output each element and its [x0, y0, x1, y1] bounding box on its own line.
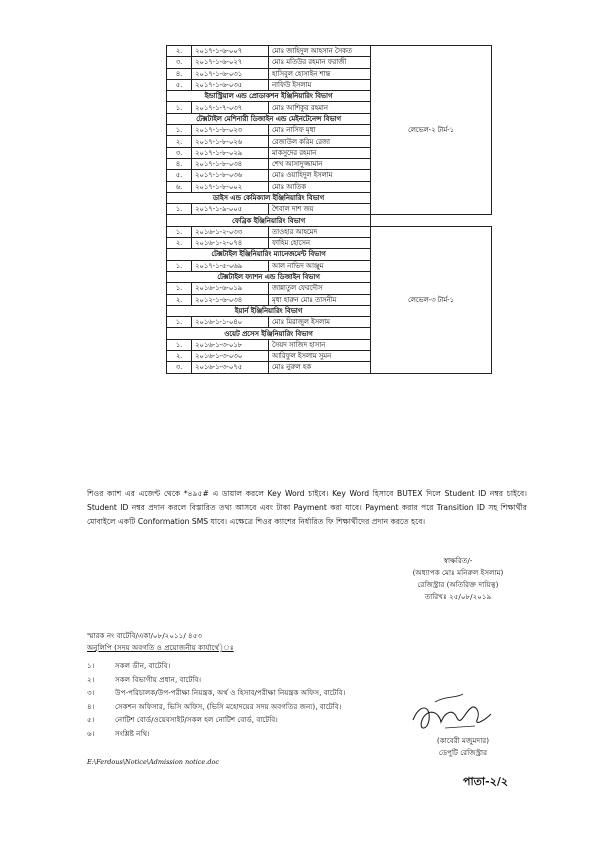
student-id-cell: ২০১৭-১-৬-০০৭	[192, 46, 269, 57]
payment-instructions: শিওর ক্যাশ এর এজেন্ট থেকে *৪৯৫# এ ডায়াল করলে Key Word চাইবে। Key Word হিসাবে BUTEX দিলে Student ID নম্বর চাইবে। Student ID নম্বর প্রদান করলে বিস্তারিত তথ্য আসবে এবং টাকা Payment করা যাবে। Payment করার পরে Transition ID সহ শিক্ষার্থীর মোবাইলে একটি Conformation SMS যাবে। এক্ষেত্রে শিওর ক্যাশের নির্ধারিত ফি শিক্ষার্থীদের প্রদান করতে হবে।	[87, 489, 527, 526]
department-title: ডাইস এন্ড কেমিক্যাল ইঞ্জিনিয়ারিং বিভাগ	[167, 192, 371, 203]
department-title: টেক্সটাইল ইঞ্জিনিয়ারিং ম্যানেজমেন্ট বিভাগ	[167, 249, 371, 260]
list-item-text: সংশ্লিষ্ট নথি।	[115, 728, 150, 738]
student-name-cell: তাওহার আহমেদ	[269, 226, 371, 237]
signed-mark: স্বাক্ষরিত/-	[443, 556, 473, 565]
list-item-text: সকল বিভাগীয় প্রধান, বাটেবি।	[115, 674, 202, 684]
student-name-cell: জান্নাতুল ফেরদৌস	[269, 283, 371, 294]
student-id-cell: ২০১৭-১-৮-০২৩	[192, 125, 269, 136]
serial-cell: ৪.	[167, 158, 192, 169]
list-item-text: সকল ডীন, বাটেবি।	[115, 661, 171, 670]
student-name-cell: মোঃ নুরুল হক	[269, 362, 371, 373]
student-name-cell: হাসিবুল হোসাইন শান্ত	[269, 68, 371, 79]
department-title: টেক্সটাইল ফ্যাশন এন্ড ডিজাইন বিভাগ	[167, 271, 371, 282]
student-id-cell: ২০১৭-১-৮-০২৬	[192, 136, 269, 147]
student-name-cell: আল নাভিদ আঞ্জুম	[269, 260, 371, 271]
list-item-text: নোটিশ বোর্ড/ওয়েবসাইট/সকল হল নোটিশ বোর্ড, বাটেবি।	[115, 715, 278, 724]
student-name-cell: নাফিউ ইসলাম	[269, 79, 371, 90]
student-id-cell: ২০১৭-১-৫-০৬৯	[192, 260, 269, 271]
serial-cell: ১.	[167, 125, 192, 136]
serial-cell: ৩.	[167, 147, 192, 158]
serial-cell: ৪.	[167, 68, 192, 79]
list-item	[87, 659, 345, 673]
file-path: E:\Ferdous\Notice\Admission notice.doc	[87, 758, 220, 766]
student-id-cell: ২০১৭-১-৮-০০২	[192, 181, 269, 192]
serial-cell: ৩.	[167, 57, 192, 68]
student-name-cell: মাকসুদের রহমান	[269, 147, 371, 158]
student-name-cell: মোঃ নাসিফ মৃধা	[269, 125, 371, 136]
student-name-cell: আরিফুল ইসলাম সুমন	[269, 351, 371, 362]
department-row	[167, 215, 492, 226]
student-id-cell: ২০১৭-১-৯-০০৫	[192, 204, 269, 215]
student-name-cell: মোঃ আতিক	[269, 181, 371, 192]
student-id-cell: ২০১৭-১-৬-০৩১	[192, 68, 269, 79]
level-term-cell: লেভেল-৩ টার্ম-১	[371, 226, 492, 373]
student-id-cell: ২০১৬-১-১-০৪০	[192, 317, 269, 328]
list-item-number: ৩।	[87, 688, 95, 697]
list-item-number: ৪।	[87, 701, 95, 711]
handwritten-signature	[405, 690, 505, 740]
student-id-cell: ২০১৬-১-২-০৩৩	[192, 226, 269, 237]
serial-cell: ৩.	[167, 362, 192, 373]
department-title: ইয়ার্ন ইঞ্জিনিয়ারিং বিভাগ	[167, 305, 371, 316]
student-name-cell: মৃধা হারুন মোঃ তাসনীম	[269, 294, 371, 305]
copy-title: অনুলিপি (সদয় অবগতি ও প্রয়োজনীয় কার্যার্থে)ঃ	[87, 643, 234, 652]
copy-list	[87, 659, 345, 740]
student-id-cell: ২০১৭-১-৮-০৩৬	[192, 170, 269, 181]
list-item	[87, 700, 345, 714]
student-name-cell: রেজাউল করিম রেজা	[269, 136, 371, 147]
student-table	[166, 45, 492, 374]
student-id-cell: ২০১৬-১-৬-০১৯	[192, 283, 269, 294]
list-item	[87, 727, 345, 741]
table-row	[167, 46, 492, 57]
serial-cell: ১.	[167, 226, 192, 237]
student-name-cell: মোঃ জাহিদুল আহসান সৈকত	[269, 46, 371, 57]
student-id-cell: ২০১৬-১-৩-০১৮	[192, 339, 269, 350]
deputy-name: (কাবেরী মজুমদার)	[436, 736, 490, 745]
serial-cell: ৬.	[167, 181, 192, 192]
student-id-cell: ২০১৭-১-৭-০৩৭	[192, 102, 269, 113]
student-name-cell: মোঃ আশিকুর রহমান	[269, 102, 371, 113]
student-id-cell: ২০১৭-১-৮-০৩৪	[192, 158, 269, 169]
list-item-number: ৫।	[87, 715, 95, 724]
serial-cell: ১.	[167, 102, 192, 113]
student-name-cell: শৈবাল দাশ জয়	[269, 204, 371, 215]
department-title: ইন্ডাস্ট্রিয়াল এন্ড প্রোডাকশন ইঞ্জিনিয়ারিং বিভাগ	[167, 91, 371, 102]
student-id-cell: ২০১৬-১-২-০৭৪	[192, 238, 269, 249]
list-item	[87, 713, 345, 727]
serial-cell: ১.	[167, 339, 192, 350]
serial-cell: ২.	[167, 351, 192, 362]
page-number: পাতা-২/২	[463, 775, 508, 788]
student-name-cell: মোঃ ওয়াহিদুল ইসলাম	[269, 170, 371, 181]
serial-cell: ৫.	[167, 170, 192, 181]
list-item	[87, 673, 345, 687]
list-item-number: ২।	[87, 674, 95, 684]
student-id-cell: ২০১৭-১-৬-০২৭	[192, 57, 269, 68]
department-title: ফেব্রিক ইঞ্জিনিয়ারিং বিভাগ	[167, 215, 371, 226]
registrar-signature-block	[378, 555, 538, 603]
student-id-cell: ২০১৭-১-৮-০২৯	[192, 147, 269, 158]
list-item-number: ১।	[87, 661, 95, 670]
department-title: টেক্সটাইল মেশিনারী ডিজাইন এন্ড মেইনটেনেন্স বিভাগ	[167, 113, 371, 124]
serial-cell: ২.	[167, 294, 192, 305]
serial-cell: ৫.	[167, 79, 192, 90]
registrar-designation: রেজিস্ট্রার (অতিরিক্ত দায়িত্ব)	[417, 580, 499, 589]
serial-cell: ১.	[167, 260, 192, 271]
deputy-designation: ডেপুটি রেজিস্ট্রার	[438, 748, 488, 757]
student-name-cell: শেখ আসাদুজ্জামান	[269, 158, 371, 169]
table-row	[167, 226, 492, 237]
student-name-cell: মোঃ মতিউর রহমান ফরাজী	[269, 57, 371, 68]
list-item-text: উপ-পরিচালক/উপ-পরীক্ষা নিয়ন্ত্রক, অর্থ ও হিসাব/পরীক্ষা নিয়ন্ত্রক অফিস, বাটেবি।	[115, 688, 346, 697]
student-id-cell: ২০১৬-১-৩-০৭৫	[192, 362, 269, 373]
serial-cell: ২.	[167, 46, 192, 57]
serial-cell: ১.	[167, 204, 192, 215]
serial-cell: ১.	[167, 283, 192, 294]
student-name-cell: ফাহিম হোসেন	[269, 238, 371, 249]
serial-cell: ২.	[167, 238, 192, 249]
serial-cell: ২.	[167, 136, 192, 147]
student-name-cell: সৈয়দ সাজিদ হাসান	[269, 339, 371, 350]
student-name-cell: মোঃ মিরাজুল ইসলাম	[269, 317, 371, 328]
serial-cell: ১.	[167, 317, 192, 328]
student-id-cell: ২০১৬-১-৩-০৩০	[192, 351, 269, 362]
level-term-cell: লেভেল-২ টার্ম-১	[371, 46, 492, 215]
student-id-cell: ২০১৭-১-৬-০৩৫	[192, 79, 269, 90]
deputy-registrar-block	[418, 735, 508, 759]
student-id-cell: ২০১২-১-৬-০৩৪	[192, 294, 269, 305]
registrar-name: (অধ্যাপক মোঃ মনিরুল ইসলাম)	[412, 568, 504, 577]
list-item-text: সেকশন অফিসার, ভিসি অফিস, (ভিসি মহোদয়ের সদয় অবগতির জন্য), বাটেবি।	[115, 701, 342, 711]
department-title: ওয়েট প্রসেস ইঞ্জিনিয়ারিং বিভাগ	[167, 328, 371, 339]
list-item-number: ৬।	[87, 728, 95, 738]
notice-date: তারিখঃ ২৫/০৮/২০১৯	[424, 592, 492, 601]
memo-number: স্মারক নং বাটেবি/একা/০৮/২০১১/ ৪৫৩	[87, 631, 203, 640]
list-item	[87, 686, 345, 700]
